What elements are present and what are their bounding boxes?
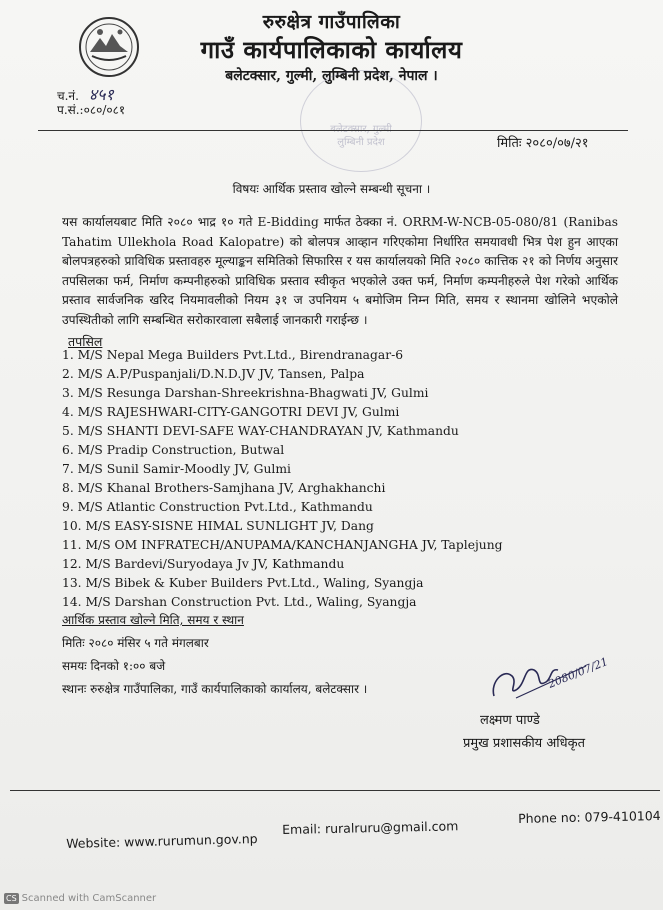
opening-place: स्थानः रुरुक्षेत्र गाउँपालिका, गाउँ कार्यपालिकाको कार्यालय, बलेटक्सार । — [62, 682, 368, 696]
header-divider — [38, 130, 628, 131]
list-item: 14. M/S Darshan Construction Pvt. Ltd., Waling, Syangja — [62, 595, 417, 609]
signatory-title: प्रमुख प्रशासकीय अधिकृत — [463, 736, 586, 751]
signature-date: 2080/07/21 — [546, 654, 610, 691]
scanner-text: Scanned with CamScanner — [21, 893, 157, 904]
reference-label: च.नं. — [57, 89, 79, 103]
list-item: 6. M/S Pradip Construction, Butwal — [62, 443, 285, 457]
office-stamp — [300, 70, 422, 172]
list-item: 8. M/S Khanal Brothers-Samjhana JV, Arghakhanchi — [62, 481, 386, 495]
reference-value: ४५१ — [88, 85, 114, 104]
list-item: 1. M/S Nepal Mega Builders Pvt.Ltd., Birendranagar-6 — [62, 348, 404, 362]
list-item: 3. M/S Resunga Darshan-Shreekrishna-Bhagwati JV, Gulmi — [62, 386, 429, 400]
notice-body: यस कार्यालयबाट मिति २०८० भाद्र १० गते E-Bidding मार्फत ठेक्का नं. ORRM-W-NCB-05-080/81 (Ranibas Tahatim Ullekhola Road Kalopatre) को बोलपत्र आव्हान गरिएकोमा निर्धारित समयावधी भित्र पेश हुन आएका बोलपत्रहरुको प्राविधिक प्रस्तावहरु मूल्याङ्कन समितिको सिफारिस र यस कार्यालयको मिति २०८० कात्तिक २१ को निर्णय अनुसार तपसिलका फर्म, निर्माण कम्पनीहरुको प्राविधिक प्रस्ताव स्वीकृत भएकोले उक्त फर्म, निर्माण कम्पनीहरुले पेश गरेको आर्थिक प्रस्ताव सार्वजनिक खरिद नियमावलीको नियम ३१ ज उपनियम ५ बमोजिम निम्न मिति, समय र स्थानमा खोलिने भएकोले उपस्थितीको लागि सम्बन्धित सरोकारवाला सबैलाई जानकारी गराईन्छ । — [62, 215, 618, 327]
stamp-line1: बलेटक्सार, गुल्मी — [330, 124, 392, 135]
footer-divider — [10, 790, 660, 791]
signature-scribble — [486, 652, 610, 704]
list-item: 4. M/S RAJESHWARI-CITY-GANGOTRI DEVI JV, Gulmi — [62, 405, 400, 419]
footer-phone: Phone no: 079-410104 — [518, 808, 661, 826]
footer-website: Website: www.rurumun.gov.np — [66, 830, 258, 851]
firm-list — [62, 346, 582, 612]
list-item: 9. M/S Atlantic Construction Pvt.Ltd., Kathmandu — [62, 500, 373, 514]
list-item: 2. M/S A.P/Puspanjali/D.N.D.JV JV, Tansen, Palpa — [62, 367, 365, 381]
list-item: 5. M/S SHANTI DEVI-SAFE WAY-CHANDRAYAN JV, Kathmandu — [62, 424, 459, 438]
office-title-line2: गाउँ कार्यपालिकाको कार्यालय — [200, 35, 463, 64]
office-address: बलेटक्सार, गुल्मी, लुम्बिनी प्रदेश, नेपाल । — [225, 68, 438, 84]
opening-heading: आर्थिक प्रस्ताव खोल्ने मिति, समय र स्थान — [62, 613, 244, 627]
camscanner-icon: CS — [6, 894, 17, 903]
fiscal-year: प.सं.:०८०/०८१ — [57, 103, 126, 117]
list-item: 13. M/S Bibek & Kuber Builders Pvt.Ltd., Waling, Syangja — [62, 576, 424, 590]
letter-date: मितिः २०८०/०७/२१ — [497, 136, 589, 151]
list-item: 11. M/S OM INFRATECH/ANUPAMA/KANCHANJANGHA JV, Taplejung — [62, 538, 503, 552]
list-item: 12. M/S Bardevi/Suryodaya Jv JV, Kathmandu — [62, 557, 345, 571]
notice-subject: विषयः आर्थिक प्रस्ताव खोल्ने सम्बन्धी सूचना । — [232, 182, 431, 196]
opening-time: समयः दिनको १:०० बजे — [62, 659, 166, 673]
scanner-watermark — [4, 893, 156, 904]
list-item: 7. M/S Sunil Samir-Moodly JV, Gulmi — [62, 462, 291, 476]
signatory-name: लक्ष्मण पाण्डे — [480, 713, 540, 728]
footer-email: Email: ruralruru@gmail.com — [282, 818, 459, 837]
list-item: 10. M/S EASY-SISNE HIMAL SUNLIGHT JV, Dang — [62, 519, 374, 533]
opening-date: मितिः २०८० मंसिर ५ गते मंगलबार — [62, 636, 209, 650]
stamp-line2: लुम्बिनी प्रदेश — [337, 137, 385, 148]
list-heading: तपसिल — [68, 334, 103, 349]
office-title-line1: रुरुक्षेत्र गाउँपालिका — [262, 11, 401, 33]
